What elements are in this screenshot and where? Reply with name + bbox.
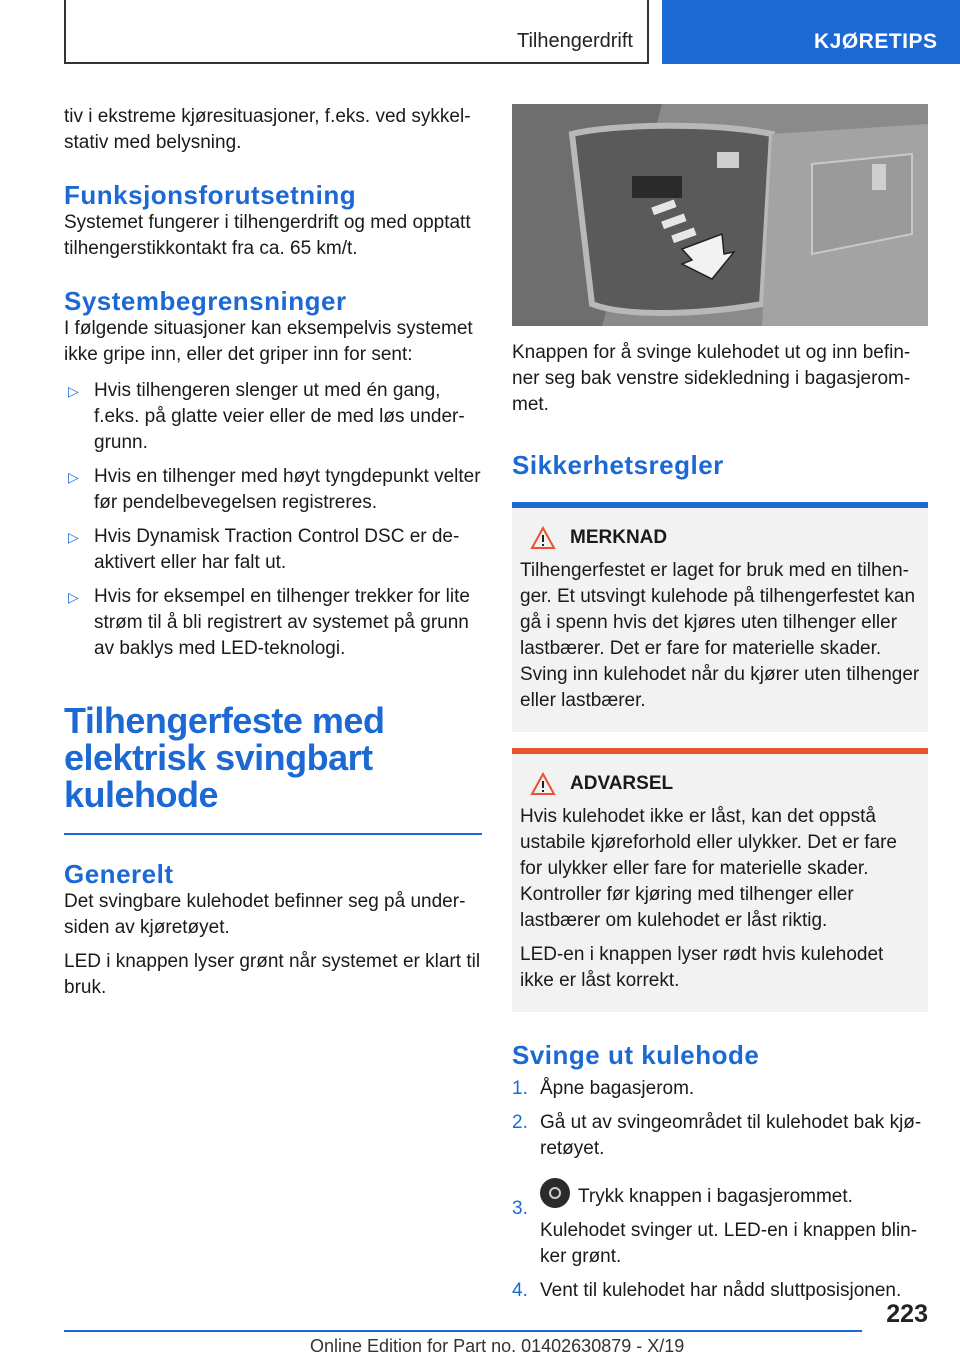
- step-3-result: Kulehodet svinger ut. LED-en i knappen blinker grønt.: [540, 1220, 918, 1267]
- list-item: ▷ Hvis Dynamisk Traction Control DSC er deaktivert eller har falt ut.: [68, 526, 460, 573]
- list-item: ▷ Hvis tilhengeren slenger ut med én gang, f.eks. på glatte veier eller de med løs undergrunn.: [68, 380, 465, 453]
- generelt-text-1: Det svingbare kulehodet befinner seg på undersiden av kjøretøyet.: [64, 891, 466, 938]
- header-chapter-tab: [662, 0, 960, 64]
- left-column: [64, 104, 482, 1001]
- hitch-button-icon: [540, 1178, 570, 1208]
- step-item: 1. Åpne bagasjerom.: [512, 1078, 695, 1099]
- intro-text: tiv i ekstreme kjøresituasjoner, f.eks. ved sykkelstativ med belysning.: [64, 106, 471, 153]
- triangle-bullet-icon: ▷: [68, 383, 79, 399]
- notice-box: [512, 502, 928, 732]
- heading-systembegrensninger: Systembegrensninger: [64, 286, 347, 316]
- warning-text-2: LED-en i knappen lyser rødt hvis kulehodet ikke er låst korrekt.: [520, 944, 884, 991]
- warning-triangle-icon: [530, 526, 556, 550]
- triangle-bullet-icon: ▷: [68, 469, 79, 485]
- list-item: ▷ Hvis for eksempel en tilhenger trekker for lite strøm til å bli registrert av systemet på grunn av baklys med LED-teknologi.: [68, 586, 470, 659]
- warning-triangle-icon: [530, 772, 556, 796]
- footer-rule: [64, 1330, 862, 1332]
- triangle-bullet-icon: ▷: [68, 529, 79, 545]
- warning-box: [512, 748, 928, 1012]
- heading-svinge-ut: Svinge ut kulehode: [512, 1040, 760, 1070]
- photo-caption: Knappen for å svinge kulehodet ut og inn befinner seg bak venstre sidekledning i bagasjerommet.: [512, 342, 911, 415]
- right-column: [512, 104, 928, 1312]
- triangle-bullet-icon: ▷: [68, 589, 79, 605]
- header-section-title: Tilhengerdrift: [517, 30, 633, 52]
- header-section-box: [64, 0, 649, 64]
- page-number: 223: [886, 1300, 928, 1328]
- heading-sikkerhetsregler: Sikkerhetsregler: [512, 450, 724, 480]
- list-item: ▷ Hvis en tilhenger med høyt tyngdepunkt velter før pendelbevegelsen registreres.: [68, 466, 481, 513]
- edition-footer: Online Edition for Part no. 01402630879 - X/19: [310, 1336, 685, 1356]
- warning-text-1: Hvis kulehodet ikke er låst, kan det oppstå ustabile kjøreforhold eller ulykker. Det er fare for ulykker eller fare for materielle skader. Kontroller før kjøring med tilhenger eller lastbærer om kulehodet er låst riktig.: [520, 806, 897, 931]
- notice-title: MERKNAD: [570, 527, 668, 548]
- header-chapter-title: KJØRETIPS: [814, 30, 938, 53]
- heading-funksjonsforutsetning: Funksjonsforutsetning: [64, 180, 357, 210]
- heading-generelt: Generelt: [64, 859, 174, 889]
- limitation-list: [64, 378, 482, 662]
- begrens-text: I følgende situasjoner kan eksempelvis systemet ikke gripe inn, eller det griper inn for sent:: [64, 318, 473, 365]
- heading-tilhengerfeste: Tilhengerfeste med elektrisk svingbart kulehode: [64, 700, 385, 815]
- generelt-text-2: LED i knappen lyser grønt når systemet er klart til bruk.: [64, 951, 481, 998]
- funksjon-text: Systemet fungerer i tilhengerdrift og med opptatt tilhengerstikkontakt fra ca. 65 km/t.: [64, 212, 471, 259]
- warning-title: ADVARSEL: [570, 773, 674, 794]
- steps-list: [512, 1076, 928, 1304]
- step-item: 2. Gå ut av svingeområdet til kulehodet bak kjøretøyet.: [512, 1112, 922, 1159]
- step-item: 4. Vent til kulehodet har nådd sluttposisjonen.: [512, 1280, 902, 1301]
- step-item: 3. Trykk knappen i bagasjerommet. Kulehodet svinger ut. LED-en i knappen blinker grønt.: [512, 1170, 928, 1270]
- luggage-compartment-photo: [512, 104, 928, 326]
- notice-text: Tilhengerfestet er laget for bruk med en tilhenger. Et utsvingt kulehode på tilhengerfestet kan gå i spenn hvis det kjøres uten tilhenger eller lastbærer. Det er fare for materielle skader. Sving inn kulehodet når du kjører uten tilhenger eller lastbærer.: [520, 560, 920, 711]
